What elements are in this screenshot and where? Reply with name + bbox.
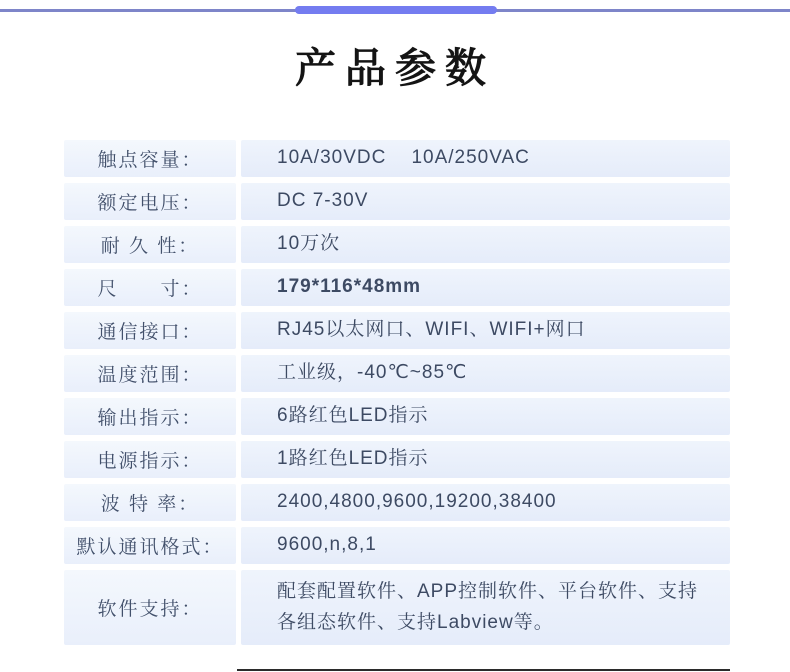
page-title: 产品参数 (295, 45, 495, 91)
table-row (64, 312, 730, 349)
param-label: 默认通讯格式： (64, 527, 236, 564)
param-value: 配套配置软件、APP控制软件、平台软件、支持各组态软件、支持Labview等。 (241, 570, 730, 645)
table-row (64, 398, 730, 435)
param-label: 耐 久 性： (64, 226, 236, 263)
param-value: 2400,4800,9600,19200,38400 (241, 484, 730, 521)
param-value: 179*116*48mm (241, 269, 730, 306)
table-row (64, 355, 730, 392)
param-label: 通信接口： (64, 312, 236, 349)
table-row (64, 183, 730, 220)
param-value: 1路红色LED指示 (241, 441, 730, 478)
table-row (64, 140, 730, 177)
param-value: 10万次 (241, 226, 730, 263)
accent-bar (295, 6, 497, 14)
spec-table (64, 140, 730, 651)
param-label: 软件支持： (64, 570, 236, 645)
param-label: 电源指示： (64, 441, 236, 478)
bottom-divider (237, 669, 730, 671)
param-value: 工业级，-40℃~85℃ (241, 355, 730, 392)
param-label: 波 特 率： (64, 484, 236, 521)
table-row (64, 269, 730, 306)
param-value: 10A/30VDC 10A/250VAC (241, 140, 730, 177)
table-row (64, 570, 730, 645)
param-value: DC 7-30V (241, 183, 730, 220)
param-label: 输出指示： (64, 398, 236, 435)
table-row (64, 226, 730, 263)
param-value: 6路红色LED指示 (241, 398, 730, 435)
param-value: 9600,n,8,1 (241, 527, 730, 564)
table-row (64, 484, 730, 521)
param-label: 尺 寸： (64, 269, 236, 306)
table-row (64, 441, 730, 478)
param-label: 额定电压： (64, 183, 236, 220)
table-row (64, 527, 730, 564)
param-value: RJ45以太网口、WIFI、WIFI+网口 (241, 312, 730, 349)
param-label: 触点容量： (64, 140, 236, 177)
param-label: 温度范围： (64, 355, 236, 392)
